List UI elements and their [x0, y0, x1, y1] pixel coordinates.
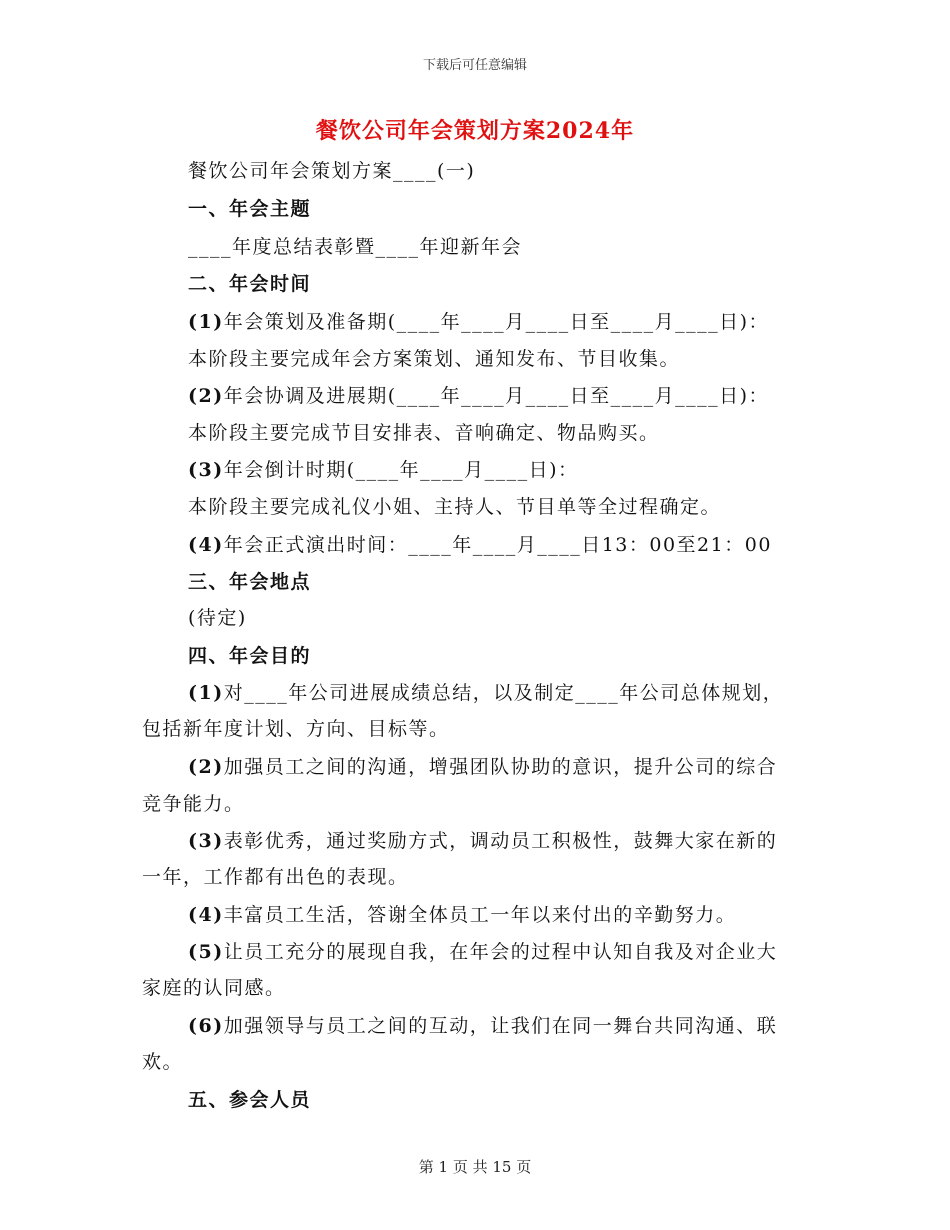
purpose-item-2-cont: 竞争能力。	[142, 793, 245, 815]
section-heading-purpose: 四、年会目的	[188, 645, 312, 667]
purpose-item-5-cont: 家庭的认同感。	[142, 977, 286, 999]
item-text: 年会倒计时期(____年____月____日)：	[223, 459, 579, 481]
section-heading-venue: 三、年会地点	[188, 571, 312, 593]
item-text: 年会协调及进展期(____年____月____日至____月____日)：	[223, 385, 770, 407]
item-text: 让员工充分的展现自我，在年会的过程中认知自我及对企业大	[223, 941, 778, 963]
item-number: (5)	[188, 941, 224, 963]
item-text: 丰富员工生活，答谢全体员工一年以来付出的辛勤努力。	[223, 904, 737, 926]
time-item-2-desc: 本阶段主要完成节目安排表、音响确定、物品购买。	[188, 422, 660, 444]
time-item-1-desc: 本阶段主要完成年会方案策划、通知发布、节目收集。	[188, 348, 681, 370]
item-number: (3)	[188, 830, 224, 852]
purpose-item-6	[188, 1011, 777, 1038]
theme-text: ____年度总结表彰暨____年迎新年会	[188, 236, 523, 258]
document-title: 餐饮公司年会策划方案2024年	[315, 118, 635, 144]
time-item-3-desc: 本阶段主要完成礼仪小姐、主持人、节目单等全过程确定。	[188, 496, 722, 518]
subtitle: 餐饮公司年会策划方案____(一)	[188, 160, 476, 182]
item-text: 加强领导与员工之间的互动，让我们在同一舞台共同沟通、联	[223, 1015, 778, 1037]
purpose-item-3-cont: 一年，工作都有出色的表现。	[142, 866, 409, 888]
item-text: 加强员工之间的沟通，增强团队协助的意识，提升公司的综合	[223, 756, 778, 778]
purpose-item-4	[188, 900, 736, 927]
item-number: (4)	[188, 534, 224, 556]
purpose-item-3	[188, 826, 777, 853]
header-note: 下载后可任意编辑	[422, 58, 527, 73]
section-heading-time: 二、年会时间	[188, 273, 312, 295]
item-number: (3)	[188, 459, 224, 481]
item-number: (6)	[188, 1015, 224, 1037]
page-footer: 第 1 页 共 15 页	[418, 1158, 532, 1176]
item-number: (2)	[188, 385, 224, 407]
time-item-1	[188, 307, 769, 334]
purpose-item-1-cont: 包括新年度计划、方向、目标等。	[142, 718, 450, 740]
venue-text: (待定)	[188, 607, 247, 629]
item-number: (2)	[188, 756, 224, 778]
purpose-item-5	[188, 937, 777, 964]
time-item-2	[188, 381, 769, 408]
section-heading-theme: 一、年会主题	[188, 198, 312, 220]
item-text: 表彰优秀，通过奖励方式，调动员工积极性，鼓舞大家在新的	[223, 830, 778, 852]
time-item-4	[188, 530, 772, 557]
item-text: 年会正式演出时间：____年____月____日13：00至21：00	[223, 534, 772, 556]
time-item-3	[188, 455, 579, 482]
purpose-item-6-cont: 欢。	[142, 1051, 184, 1073]
section-heading-attendees: 五、参会人员	[188, 1089, 312, 1111]
item-text: 对____年公司进展成绩总结，以及制定____年公司总体规划，	[223, 682, 784, 704]
item-number: (1)	[188, 682, 224, 704]
item-text: 年会策划及准备期(____年____月____日至____月____日)：	[223, 311, 770, 333]
purpose-item-2	[188, 752, 777, 779]
purpose-item-1	[188, 678, 783, 705]
item-number: (1)	[188, 311, 224, 333]
item-number: (4)	[188, 904, 224, 926]
